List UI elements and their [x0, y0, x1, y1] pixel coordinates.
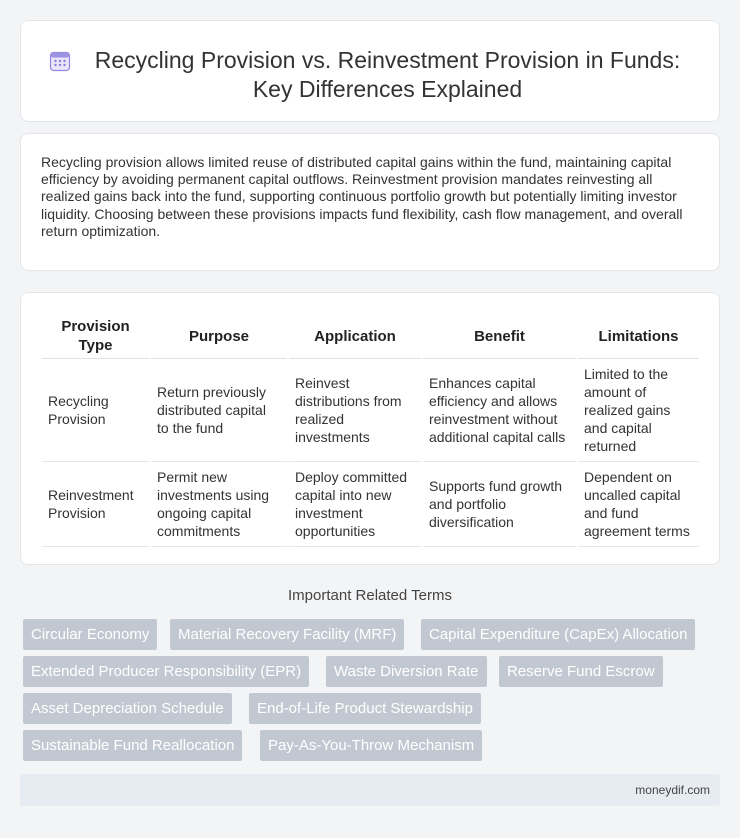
related-term-tag[interactable]: Extended Producer Responsibility (EPR): [23, 656, 309, 687]
related-term-tag[interactable]: Waste Diversion Rate: [326, 656, 487, 687]
table-cell: Recycling Provision: [42, 359, 150, 462]
related-terms-heading: Important Related Terms: [288, 587, 452, 604]
table-cell: Supports fund growth and portfolio diversification: [422, 462, 577, 547]
related-term-tag[interactable]: Asset Depreciation Schedule: [23, 693, 232, 724]
related-term-tag[interactable]: Sustainable Fund Reallocation: [23, 730, 242, 761]
column-header: Benefit: [422, 314, 577, 359]
comparison-table-card: [20, 292, 720, 565]
table-row: [42, 359, 699, 462]
comparison-table: [42, 314, 699, 547]
footer-bar: [20, 774, 720, 806]
related-term-tag[interactable]: Reserve Fund Escrow: [499, 656, 663, 687]
table-row: [42, 462, 699, 547]
column-header: Limitations: [577, 314, 699, 359]
related-term-tag[interactable]: Circular Economy: [23, 619, 157, 650]
page-title: Recycling Provision vs. Reinvestment Provision in Funds: Key Differences Explained: [94, 47, 681, 102]
table-cell: Return previously distributed capital to the fund: [150, 359, 288, 462]
column-header: Purpose: [150, 314, 288, 359]
table-cell: Limited to the amount of realized gains and capital returned: [577, 359, 699, 462]
related-term-tag[interactable]: Material Recovery Facility (MRF): [170, 619, 404, 650]
intro-paragraph: Recycling provision allows limited reuse of distributed capital gains within the fund, maintaining capital efficiency by avoiding permanent capital outflows. Reinvestment provision mandates reinvesting all realized gains back into the fund, supporting continuous portfolio growth but potentially limiting investor liquidity. Choosing between these provisions impacts fund flexibility, cash flow management, and overall return optimization.: [41, 154, 683, 239]
header-card: [20, 20, 720, 122]
column-header: Provision Type: [42, 314, 150, 359]
table-header-row: [42, 314, 699, 359]
table-cell: Reinvestment Provision: [42, 462, 150, 547]
table-cell: Dependent on uncalled capital and fund agreement terms: [577, 462, 699, 547]
related-term-tag[interactable]: End-of-Life Product Stewardship: [249, 693, 481, 724]
related-term-tag[interactable]: Pay-As-You-Throw Mechanism: [260, 730, 482, 761]
table-cell: Deploy committed capital into new investment opportunities: [288, 462, 422, 547]
footer-site-link[interactable]: moneydif.com: [635, 783, 710, 797]
column-header: Application: [288, 314, 422, 359]
intro-card: [20, 133, 720, 271]
table-cell: Reinvest distributions from realized investments: [288, 359, 422, 462]
calendar-icon: [49, 50, 71, 72]
table-cell: Enhances capital efficiency and allows reinvestment without additional capital calls: [422, 359, 577, 462]
table-cell: Permit new investments using ongoing capital commitments: [150, 462, 288, 547]
related-term-tag[interactable]: Capital Expenditure (CapEx) Allocation: [421, 619, 695, 650]
